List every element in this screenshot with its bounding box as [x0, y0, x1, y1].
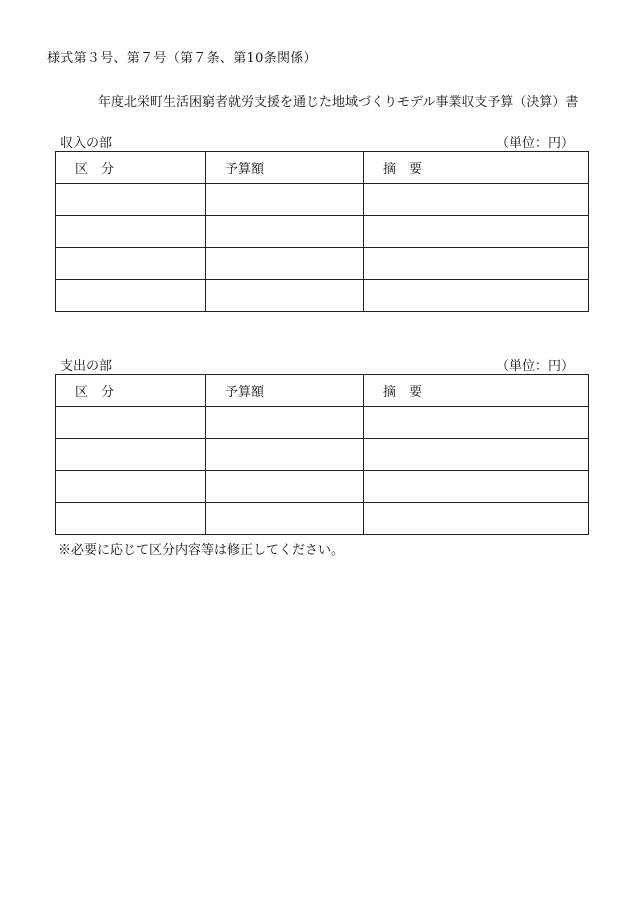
- income-cell-category[interactable]: [56, 184, 206, 216]
- expenditure-unit-label: （単位：円）: [495, 359, 574, 374]
- table-row: [56, 216, 589, 248]
- expenditure-header-summary: 摘 要: [364, 375, 589, 407]
- income-cell-budget-amount[interactable]: [206, 280, 364, 312]
- expenditure-cell-budget-amount[interactable]: [206, 407, 364, 439]
- income-cell-budget-amount[interactable]: [206, 248, 364, 280]
- income-header-summary: 摘 要: [364, 152, 589, 184]
- income-table: [55, 151, 589, 312]
- expenditure-cell-summary[interactable]: [364, 471, 589, 503]
- income-cell-summary[interactable]: [364, 184, 589, 216]
- expenditure-table: [55, 374, 589, 535]
- expenditure-cell-category[interactable]: [56, 503, 206, 535]
- expenditure-cell-budget-amount[interactable]: [206, 503, 364, 535]
- expenditure-header-budget-amount: 予算額: [206, 375, 364, 407]
- income-cell-category[interactable]: [56, 216, 206, 248]
- document-title: 年度北栄町生活困窮者就労支援を通じた地域づくりモデル事業収支予算（決算）書: [98, 95, 579, 110]
- income-header-category: 区 分: [56, 152, 206, 184]
- income-cell-category[interactable]: [56, 248, 206, 280]
- table-row: [56, 407, 589, 439]
- expenditure-cell-budget-amount[interactable]: [206, 439, 364, 471]
- table-row: [56, 280, 589, 312]
- expenditure-header-row: [56, 375, 589, 407]
- income-cell-summary[interactable]: [364, 280, 589, 312]
- expenditure-cell-summary[interactable]: [364, 503, 589, 535]
- income-cell-category[interactable]: [56, 280, 206, 312]
- income-section-label: 収入の部: [60, 136, 113, 151]
- table-row: [56, 471, 589, 503]
- income-cell-summary[interactable]: [364, 248, 589, 280]
- table-row: [56, 503, 589, 535]
- expenditure-cell-summary[interactable]: [364, 407, 589, 439]
- income-cell-budget-amount[interactable]: [206, 184, 364, 216]
- expenditure-cell-category[interactable]: [56, 407, 206, 439]
- form-number: 様式第３号、第７号（第７条、第10条関係）: [47, 51, 317, 66]
- expenditure-cell-summary[interactable]: [364, 439, 589, 471]
- income-cell-summary[interactable]: [364, 216, 589, 248]
- income-header-budget-amount: 予算額: [206, 152, 364, 184]
- expenditure-section-label: 支出の部: [60, 359, 113, 374]
- expenditure-cell-category[interactable]: [56, 439, 206, 471]
- income-header-row: [56, 152, 589, 184]
- expenditure-cell-budget-amount[interactable]: [206, 471, 364, 503]
- income-cell-budget-amount[interactable]: [206, 216, 364, 248]
- table-row: [56, 248, 589, 280]
- expenditure-header-category: 区 分: [56, 375, 206, 407]
- expenditure-cell-category[interactable]: [56, 471, 206, 503]
- table-row: [56, 184, 589, 216]
- income-unit-label: （単位：円）: [495, 136, 574, 151]
- revision-note: ※必要に応じて区分内容等は修正してください。: [58, 543, 345, 558]
- table-row: [56, 439, 589, 471]
